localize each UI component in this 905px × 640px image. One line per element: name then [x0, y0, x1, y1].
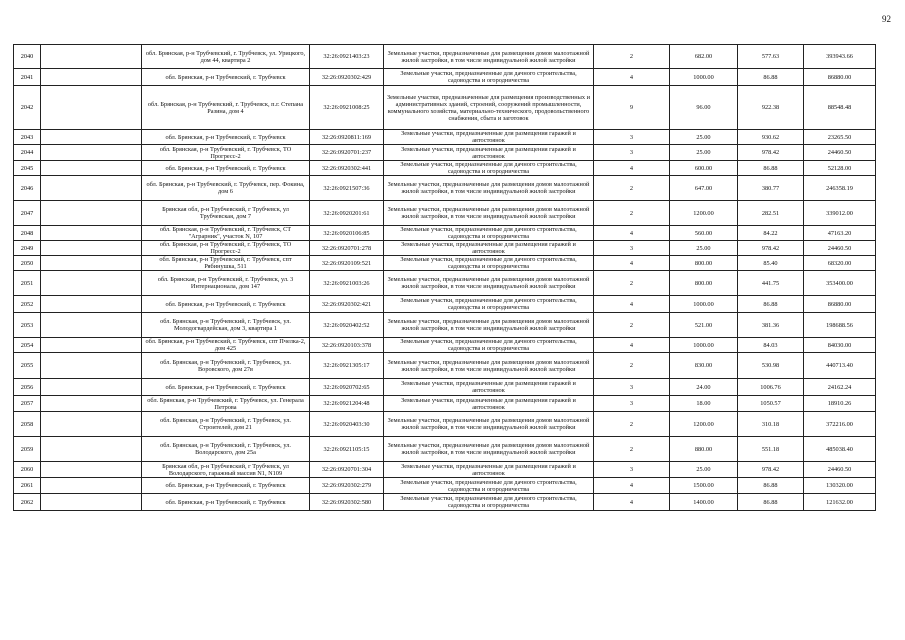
cell-blank [41, 176, 142, 201]
cell-address: обл. Брянская, р-н Трубчевский, г. Трубчевск [142, 161, 310, 176]
cell-blank [41, 412, 142, 437]
cell-specific-value: 84.03 [738, 338, 804, 353]
cell-cadastral-number: 32:26:0920103:378 [310, 338, 384, 353]
cell-specific-value: 380.77 [738, 176, 804, 201]
cell-row-number: 2043 [14, 130, 41, 145]
cell-land-use: Земельные участки, предназначенные для размещения домов малоэтажной жилой застройки, в том числе индивидуальной жилой застройки [384, 353, 594, 379]
table-row [14, 226, 876, 241]
cell-area: 600.00 [670, 161, 738, 176]
cell-row-number: 2059 [14, 437, 41, 462]
cell-row-number: 2047 [14, 201, 41, 226]
cell-row-number: 2055 [14, 353, 41, 379]
cell-cadastral-value: 86880.00 [804, 69, 876, 86]
cell-cadastral-value: 24460.50 [804, 462, 876, 478]
cell-area: 25.00 [670, 145, 738, 161]
cell-area: 1000.00 [670, 69, 738, 86]
cell-address: Брянская обл, р-н Трубчевский, г Трубчевск, ул Володарского, гаражный массив N1, N109 [142, 462, 310, 478]
cell-blank [41, 45, 142, 69]
cell-cadastral-value: 23265.50 [804, 130, 876, 145]
cell-group: 2 [594, 271, 670, 296]
cell-address: обл. Брянская, р-н Трубчевский, г. Трубчевск, ул. Воровского, дом 27в [142, 353, 310, 379]
cell-area: 18.00 [670, 396, 738, 412]
cell-group: 3 [594, 130, 670, 145]
cell-cadastral-number: 32:26:0920302:441 [310, 161, 384, 176]
cell-address: обл. Брянская, р-н Трубчевский, г. Трубчевск [142, 130, 310, 145]
table-row [14, 462, 876, 478]
cell-group: 4 [594, 296, 670, 313]
cell-land-use: Земельные участки, предназначенные для дачного строительства, садоводства и огородничества [384, 296, 594, 313]
cell-cadastral-number: 32:26:0920109:521 [310, 256, 384, 271]
cell-address: обл. Брянская, р-н Трубчевский, г. Трубчевск, ул. Урицкого, дом 44, квартира 2 [142, 45, 310, 69]
cell-address: обл. Брянская, р-н Трубчевский, г. Трубчевск, ул. 3 Интернационала, дом 147 [142, 271, 310, 296]
cell-cadastral-value: 52128.00 [804, 161, 876, 176]
cell-address: обл. Брянская, р-н Трубчевский, г. Трубчевск [142, 494, 310, 511]
table-row [14, 338, 876, 353]
cell-blank [41, 313, 142, 338]
cell-row-number: 2062 [14, 494, 41, 511]
cell-group: 3 [594, 396, 670, 412]
cell-address: обл. Брянская, р-н Трубчевский, г. Трубчевск [142, 379, 310, 396]
cell-land-use: Земельные участки, предназначенные для дачного строительства, садоводства и огородничества [384, 256, 594, 271]
cell-area: 24.00 [670, 379, 738, 396]
cell-blank [41, 161, 142, 176]
cell-specific-value: 84.22 [738, 226, 804, 241]
cell-blank [41, 338, 142, 353]
cell-cadastral-number: 32:26:0920302:421 [310, 296, 384, 313]
table-row [14, 494, 876, 511]
cell-row-number: 2054 [14, 338, 41, 353]
cell-blank [41, 256, 142, 271]
cell-land-use: Земельные участки, предназначенные для дачного строительства, садоводства и огородничества [384, 161, 594, 176]
cell-blank [41, 478, 142, 494]
cell-row-number: 2046 [14, 176, 41, 201]
cell-specific-value: 381.36 [738, 313, 804, 338]
cell-cadastral-value: 24460.50 [804, 145, 876, 161]
cell-cadastral-number: 32:26:0920302:279 [310, 478, 384, 494]
cell-cadastral-value: 485038.40 [804, 437, 876, 462]
cell-cadastral-number: 32:26:0920106:85 [310, 226, 384, 241]
cell-address: обл. Брянская, р-н Трубчевский, г. Трубчевск [142, 478, 310, 494]
cell-specific-value: 978.42 [738, 462, 804, 478]
cell-specific-value: 282.51 [738, 201, 804, 226]
cell-address: обл. Брянская, р-н Трубчевский, г. Трубчевск, ул. Володарского, дом 25а [142, 437, 310, 462]
cell-row-number: 2058 [14, 412, 41, 437]
cell-cadastral-number: 32:26:0920403:30 [310, 412, 384, 437]
cell-row-number: 2050 [14, 256, 41, 271]
cell-address: обл. Брянская, р-н Трубчевский, г. Трубчевск, п.г. Степана Разина, дом 4 [142, 86, 310, 130]
cell-land-use: Земельные участки, предназначенные для дачного строительства, садоводства и огородничества [384, 69, 594, 86]
cell-specific-value: 1050.57 [738, 396, 804, 412]
cell-blank [41, 396, 142, 412]
cell-blank [41, 296, 142, 313]
table-row [14, 296, 876, 313]
cell-area: 1400.00 [670, 494, 738, 511]
cell-cadastral-value: 130320.00 [804, 478, 876, 494]
cell-group: 4 [594, 338, 670, 353]
table-row [14, 130, 876, 145]
cell-specific-value: 551.18 [738, 437, 804, 462]
cell-group: 2 [594, 201, 670, 226]
cell-group: 4 [594, 494, 670, 511]
cell-land-use: Земельные участки, предназначенные для размещения домов малоэтажной жилой застройки, в том числе индивидуальной жилой застройки [384, 201, 594, 226]
cell-cadastral-number: 32:26:0920302:580 [310, 494, 384, 511]
cell-row-number: 2051 [14, 271, 41, 296]
cell-area: 800.00 [670, 271, 738, 296]
land-valuation-table [13, 44, 876, 511]
cell-cadastral-value: 353400.00 [804, 271, 876, 296]
cell-land-use: Земельные участки, предназначенные для размещения домов малоэтажной жилой застройки, в том числе индивидуальной жилой застройки [384, 271, 594, 296]
cell-land-use: Земельные участки, предназначенные для дачного строительства, садоводства и огородничества [384, 494, 594, 511]
cell-cadastral-number: 32:26:0920701:237 [310, 145, 384, 161]
cell-specific-value: 441.75 [738, 271, 804, 296]
cell-row-number: 2053 [14, 313, 41, 338]
cell-address: обл. Брянская, р-н Трубчевский, г. Трубчевск, ул. Генерала Петрова [142, 396, 310, 412]
cell-group: 4 [594, 226, 670, 241]
cell-address: Брянская обл, р-н Трубчевский, г Трубчевск, ул Трубчевская, дом 7 [142, 201, 310, 226]
cell-row-number: 2052 [14, 296, 41, 313]
cell-area: 96.00 [670, 86, 738, 130]
cell-cadastral-number: 32:26:0921003:26 [310, 271, 384, 296]
cell-row-number: 2044 [14, 145, 41, 161]
cell-address: обл. Брянская, р-н Трубчевский, г. Трубчевск, спт Пчелка-2, дом 425 [142, 338, 310, 353]
cell-address: обл. Брянская, р-н Трубчевский, г. Трубчевск, пер. Фокина, дом 6 [142, 176, 310, 201]
cell-blank [41, 226, 142, 241]
cell-cadastral-value: 198688.56 [804, 313, 876, 338]
cell-group: 3 [594, 241, 670, 256]
cell-cadastral-value: 86880.00 [804, 296, 876, 313]
table-row [14, 353, 876, 379]
cell-row-number: 2056 [14, 379, 41, 396]
cell-land-use: Земельные участки, предназначенные для дачного строительства, садоводства и огородничества [384, 226, 594, 241]
cell-land-use: Земельные участки, предназначенные для размещения гаражей и автостоянок [384, 130, 594, 145]
cell-cadastral-number: 32:26:0921008:25 [310, 86, 384, 130]
cell-group: 3 [594, 145, 670, 161]
cell-group: 3 [594, 462, 670, 478]
table-row [14, 86, 876, 130]
cell-cadastral-value: 18910.26 [804, 396, 876, 412]
table-row [14, 256, 876, 271]
cell-specific-value: 930.62 [738, 130, 804, 145]
cell-area: 25.00 [670, 130, 738, 145]
table-row [14, 145, 876, 161]
cell-area: 560.00 [670, 226, 738, 241]
table-row [14, 437, 876, 462]
table-body [14, 45, 876, 511]
table-row [14, 412, 876, 437]
cell-group: 4 [594, 161, 670, 176]
cell-address: обл. Брянская, р-н Трубчевский, г. Трубчевск [142, 69, 310, 86]
cell-land-use: Земельные участки, предназначенные для размещения домов малоэтажной жилой застройки, в том числе индивидуальной жилой застройки [384, 437, 594, 462]
cell-land-use: Земельные участки, предназначенные для дачного строительства, садоводства и огородничества [384, 338, 594, 353]
cell-land-use: Земельные участки, предназначенные для размещения домов малоэтажной жилой застройки, в том числе индивидуальной жилой застройки [384, 45, 594, 69]
cell-land-use: Земельные участки, предназначенные для размещения гаражей и автостоянок [384, 396, 594, 412]
cell-group: 2 [594, 437, 670, 462]
cell-cadastral-value: 24460.50 [804, 241, 876, 256]
cell-area: 830.00 [670, 353, 738, 379]
cell-row-number: 2048 [14, 226, 41, 241]
cell-group: 3 [594, 379, 670, 396]
table-row [14, 478, 876, 494]
cell-blank [41, 130, 142, 145]
cell-row-number: 2061 [14, 478, 41, 494]
table-row [14, 313, 876, 338]
table-row [14, 176, 876, 201]
cell-blank [41, 353, 142, 379]
cell-area: 647.00 [670, 176, 738, 201]
cell-specific-value: 86.88 [738, 296, 804, 313]
cell-group: 2 [594, 412, 670, 437]
cell-land-use: Земельные участки, предназначенные для размещения гаражей и автостоянок [384, 379, 594, 396]
cell-area: 1000.00 [670, 296, 738, 313]
table-row [14, 161, 876, 176]
cell-cadastral-value: 393943.66 [804, 45, 876, 69]
cell-row-number: 2057 [14, 396, 41, 412]
cell-specific-value: 978.42 [738, 241, 804, 256]
cell-specific-value: 86.88 [738, 478, 804, 494]
cell-row-number: 2049 [14, 241, 41, 256]
cell-area: 25.00 [670, 241, 738, 256]
cell-specific-value: 85.40 [738, 256, 804, 271]
cell-blank [41, 241, 142, 256]
cell-row-number: 2060 [14, 462, 41, 478]
cell-area: 1200.00 [670, 412, 738, 437]
cell-group: 2 [594, 353, 670, 379]
cell-address: обл. Брянская, р-н Трубчевский, г. Трубчевск, ул. Молодогвардейская, дом 3, квартира 1 [142, 313, 310, 338]
cell-group: 4 [594, 69, 670, 86]
cell-cadastral-number: 32:26:0921403:23 [310, 45, 384, 69]
cell-land-use: Земельные участки, предназначенные для размещения гаражей и автостоянок [384, 462, 594, 478]
cell-specific-value: 86.88 [738, 69, 804, 86]
table-row [14, 271, 876, 296]
cell-address: обл. Брянская, р-н Трубчевский, г. Трубчевск, ТО Прогресс-2 [142, 241, 310, 256]
cell-blank [41, 69, 142, 86]
cell-blank [41, 145, 142, 161]
cell-cadastral-value: 121632.00 [804, 494, 876, 511]
cell-cadastral-number: 32:26:0920701:278 [310, 241, 384, 256]
cell-blank [41, 437, 142, 462]
cell-specific-value: 978.42 [738, 145, 804, 161]
cell-cadastral-number: 32:26:0921305:17 [310, 353, 384, 379]
cell-land-use: Земельные участки, предназначенные для размещения домов малоэтажной жилой застройки, в том числе индивидуальной жилой застройки [384, 313, 594, 338]
table-row [14, 241, 876, 256]
cell-cadastral-number: 32:26:0920302:429 [310, 69, 384, 86]
table-row [14, 45, 876, 69]
cell-area: 1200.00 [670, 201, 738, 226]
table-row [14, 379, 876, 396]
cell-group: 2 [594, 313, 670, 338]
cell-blank [41, 494, 142, 511]
cell-specific-value: 86.88 [738, 494, 804, 511]
cell-cadastral-value: 372216.00 [804, 412, 876, 437]
cell-cadastral-value: 246358.19 [804, 176, 876, 201]
cell-cadastral-number: 32:26:0920811:169 [310, 130, 384, 145]
table-row [14, 396, 876, 412]
cell-blank [41, 462, 142, 478]
cell-cadastral-number: 32:26:0920201:61 [310, 201, 384, 226]
cell-area: 880.00 [670, 437, 738, 462]
cell-cadastral-value: 24162.24 [804, 379, 876, 396]
cell-area: 25.00 [670, 462, 738, 478]
cell-area: 521.00 [670, 313, 738, 338]
cell-land-use: Земельные участки, предназначенные для размещения производственных и административных зданий, строений, сооружений промышленности, коммунального хозяйства, материально-технического, продовольственного снабжения, сбыта и заготовок [384, 86, 594, 130]
cell-group: 4 [594, 256, 670, 271]
cell-row-number: 2045 [14, 161, 41, 176]
cell-blank [41, 379, 142, 396]
cell-address: обл. Брянская, р-н Трубчевский, г. Трубчевск, ул. Строителей, дом 21 [142, 412, 310, 437]
cell-specific-value: 1006.76 [738, 379, 804, 396]
cell-land-use: Земельные участки, предназначенные для размещения домов малоэтажной жилой застройки, в том числе индивидуальной жилой застройки [384, 412, 594, 437]
cell-blank [41, 86, 142, 130]
cell-address: обл. Брянская, р-н Трубчевский, г. Трубчевск [142, 296, 310, 313]
cell-cadastral-number: 32:26:0921204:48 [310, 396, 384, 412]
cell-land-use: Земельные участки, предназначенные для размещения гаражей и автостоянок [384, 145, 594, 161]
table-row [14, 69, 876, 86]
cell-address: обл. Брянская, р-н Трубчевский, г. Трубчевск, СТ "Аграрник", участок N, 107 [142, 226, 310, 241]
cell-address: обл. Брянская, р-н Трубчевский, г. Трубчевск, ТО Прогресс-2 [142, 145, 310, 161]
cell-group: 2 [594, 45, 670, 69]
cell-cadastral-number: 32:26:0920702:65 [310, 379, 384, 396]
page-number: 92 [882, 14, 891, 24]
cell-cadastral-value: 339012.00 [804, 201, 876, 226]
cell-specific-value: 922.38 [738, 86, 804, 130]
cell-cadastral-value: 84030.00 [804, 338, 876, 353]
cell-group: 4 [594, 478, 670, 494]
cell-specific-value: 310.18 [738, 412, 804, 437]
cell-cadastral-number: 32:26:0920701:304 [310, 462, 384, 478]
cell-row-number: 2041 [14, 69, 41, 86]
cell-cadastral-value: 47163.20 [804, 226, 876, 241]
cell-land-use: Земельные участки, предназначенные для дачного строительства, садоводства и огородничества [384, 478, 594, 494]
cell-area: 682.00 [670, 45, 738, 69]
cell-blank [41, 271, 142, 296]
cell-cadastral-number: 32:26:0920402:52 [310, 313, 384, 338]
cell-group: 2 [594, 176, 670, 201]
cell-specific-value: 530.98 [738, 353, 804, 379]
cell-land-use: Земельные участки, предназначенные для размещения домов малоэтажной жилой застройки, в том числе индивидуальной жилой застройки [384, 176, 594, 201]
cell-row-number: 2040 [14, 45, 41, 69]
cell-specific-value: 577.63 [738, 45, 804, 69]
cell-cadastral-value: 440713.40 [804, 353, 876, 379]
table-row [14, 201, 876, 226]
cell-land-use: Земельные участки, предназначенные для размещения гаражей и автостоянок [384, 241, 594, 256]
cell-cadastral-number: 32:26:0921507:36 [310, 176, 384, 201]
cell-specific-value: 86.88 [738, 161, 804, 176]
cell-area: 1500.00 [670, 478, 738, 494]
cell-cadastral-value: 88548.48 [804, 86, 876, 130]
cell-address: обл. Брянская, р-н Трубчевский, г. Трубчевск, спт Рябинушка, 511 [142, 256, 310, 271]
cell-cadastral-number: 32:26:0921105:15 [310, 437, 384, 462]
cell-area: 1000.00 [670, 338, 738, 353]
cell-area: 800.00 [670, 256, 738, 271]
cell-blank [41, 201, 142, 226]
cell-row-number: 2042 [14, 86, 41, 130]
cell-group: 9 [594, 86, 670, 130]
cell-cadastral-value: 68320.00 [804, 256, 876, 271]
